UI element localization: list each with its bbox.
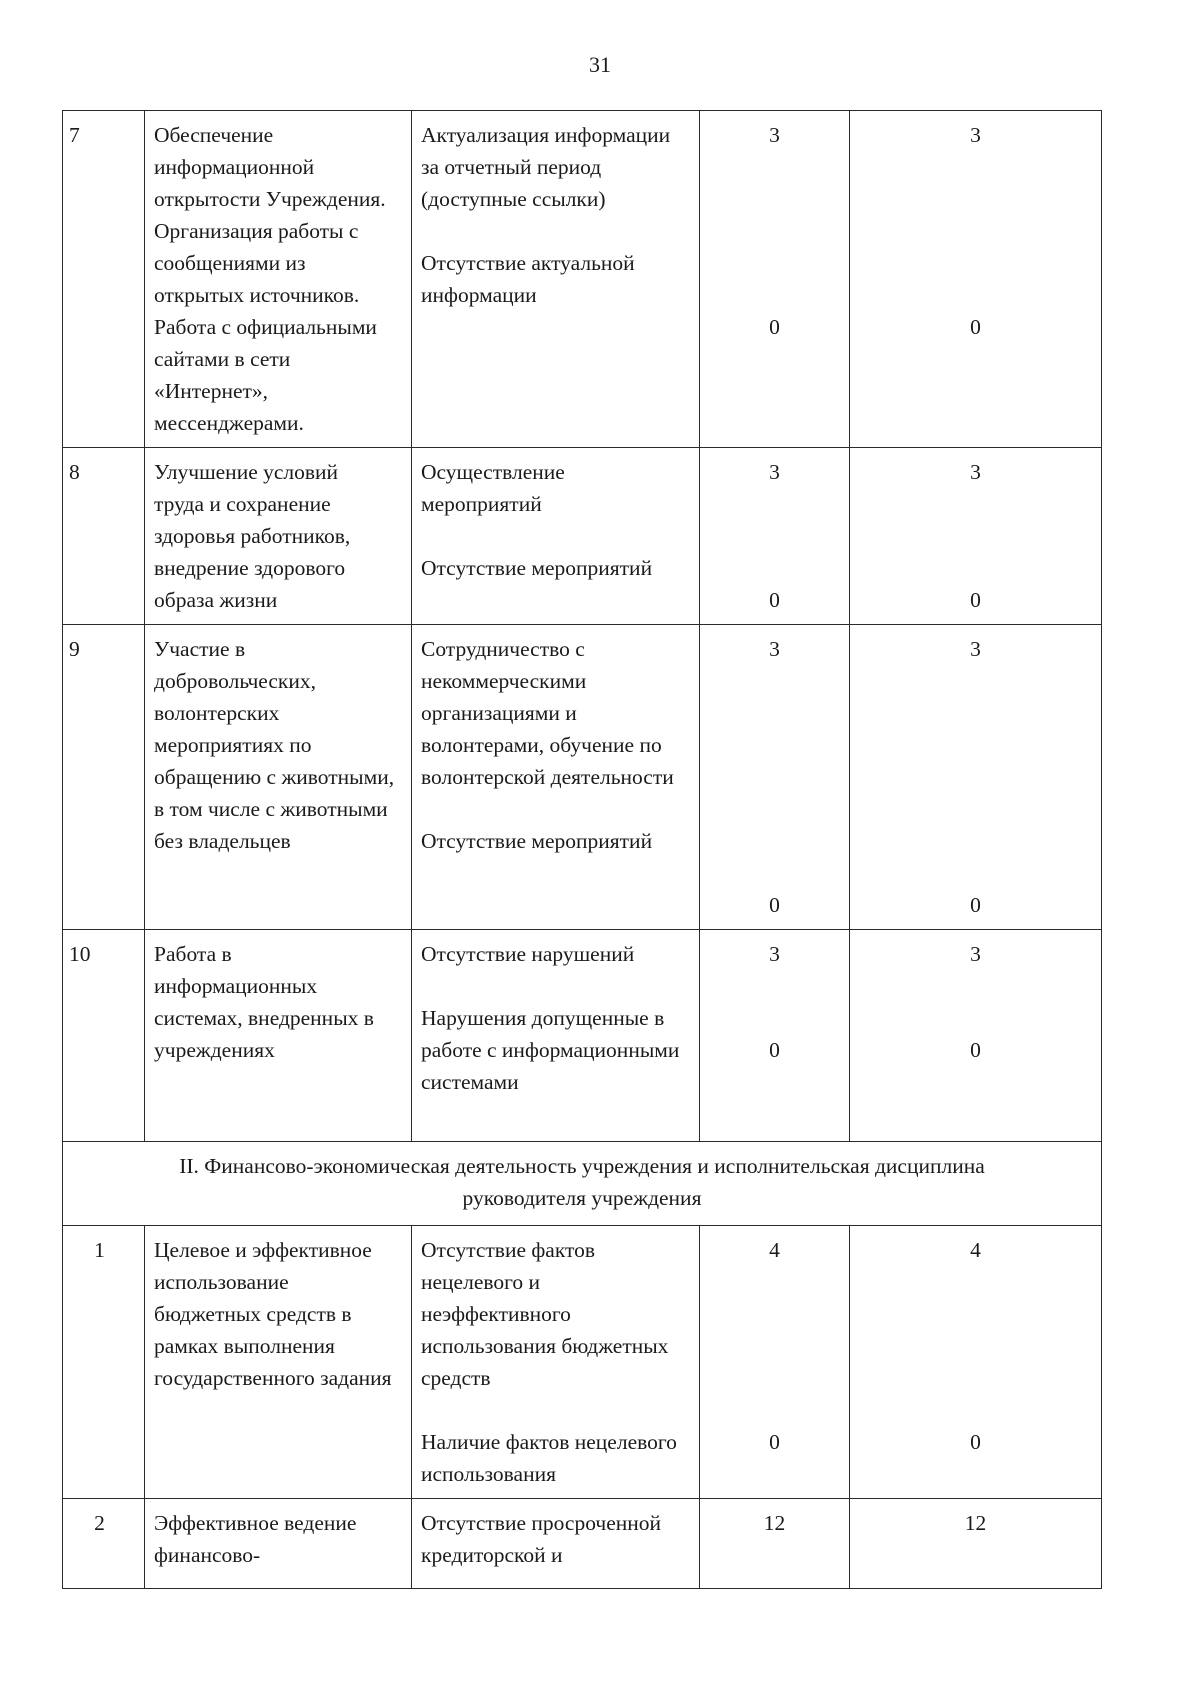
- score-value: 12: [964, 1511, 987, 1535]
- indicator-name-line: образа жизни: [154, 588, 278, 612]
- indicator-name-line: открытых источников.: [154, 283, 360, 307]
- criteria-line: Отсутствие актуальной: [421, 251, 635, 275]
- score-value: 0: [769, 315, 780, 339]
- score-cell: [700, 1226, 850, 1499]
- indicator-name-line: Организация работы с: [154, 219, 359, 243]
- indicator-name-line: сайтами в сети: [154, 347, 291, 371]
- criteria-line: нецелевого и: [421, 1270, 541, 1294]
- indicator-name-line: добровольческих,: [154, 669, 317, 693]
- criteria-cell: [412, 111, 700, 448]
- table-row-10: [63, 930, 1102, 1142]
- criteria-cell: [412, 930, 700, 1142]
- indicator-name-line: «Интернет»,: [154, 379, 269, 403]
- score-value: 3: [970, 460, 981, 484]
- indicator-name-line: здоровья работников,: [154, 524, 351, 548]
- indicator-name-line: открытости Учреждения.: [154, 187, 386, 211]
- criteria-line: мероприятий: [421, 492, 542, 516]
- criteria-line: Отсутствие нарушений: [421, 942, 635, 966]
- criteria-line: Актуализация информации: [421, 123, 671, 147]
- criteria-line: системами: [421, 1070, 519, 1094]
- indicator-name-line: информационной: [154, 155, 315, 179]
- criteria-line: организациями и: [421, 701, 577, 725]
- criteria-line: средств: [421, 1366, 491, 1390]
- indicator-name-cell: [145, 1226, 412, 1499]
- score-cell: [700, 448, 850, 625]
- row-number: 8: [63, 448, 145, 625]
- indicator-name-line: Работа в: [154, 942, 232, 966]
- score-value: 0: [970, 1430, 981, 1454]
- section-header-line: руководителя учреждения: [462, 1186, 702, 1210]
- indicator-name-line: Работа с официальными: [154, 315, 377, 339]
- indicator-name-line: мероприятиях по: [154, 733, 312, 757]
- criteria-line: использования бюджетных: [421, 1334, 669, 1358]
- criteria-line: Отсутствие фактов: [421, 1238, 596, 1262]
- score-value: 3: [769, 460, 780, 484]
- score-value: 0: [970, 588, 981, 612]
- score-value: 0: [769, 588, 780, 612]
- section-header-row: [63, 1142, 1102, 1226]
- indicator-name-line: Улучшение условий: [154, 460, 339, 484]
- section-header-line: II. Финансово-экономическая деятельность учреждения и исполнительская дисциплина: [179, 1154, 985, 1178]
- max-score-cell: [850, 1226, 1102, 1499]
- table-row-8: [63, 448, 1102, 625]
- criteria-line: кредиторской и: [421, 1543, 563, 1567]
- table-row-ii-2: [63, 1499, 1102, 1589]
- indicator-name-line: без владельцев: [154, 829, 291, 853]
- indicator-name-line: учреждениях: [154, 1038, 275, 1062]
- row-number: 1: [63, 1226, 145, 1499]
- score-value: 12: [763, 1511, 786, 1535]
- indicator-name-cell: [145, 930, 412, 1142]
- max-score-cell: [850, 625, 1102, 930]
- criteria-line: некоммерческими: [421, 669, 587, 693]
- criteria-line: Отсутствие мероприятий: [421, 556, 653, 580]
- score-value: 4: [970, 1238, 981, 1262]
- score-value: 0: [769, 1038, 780, 1062]
- indicator-name-line: системах, внедренных в: [154, 1006, 374, 1030]
- indicator-name-line: бюджетных средств в: [154, 1302, 352, 1326]
- score-value: 0: [970, 893, 981, 917]
- indicator-name-line: рамках выполнения: [154, 1334, 335, 1358]
- indicator-name-line: Обеспечение: [154, 123, 274, 147]
- score-cell: [700, 111, 850, 448]
- criteria-line: волонтерами, обучение по: [421, 733, 662, 757]
- indicator-name-line: Эффективное ведение: [154, 1511, 357, 1535]
- criteria-line: (доступные ссылки): [421, 187, 606, 211]
- criteria-cell: [412, 1499, 700, 1589]
- indicator-name-line: мессенджерами.: [154, 411, 304, 435]
- criteria-table: [62, 110, 1102, 1589]
- score-cell: [700, 625, 850, 930]
- indicator-name-line: сообщениями из: [154, 251, 306, 275]
- criteria-line: Отсутствие мероприятий: [421, 829, 653, 853]
- indicator-name-line: использование: [154, 1270, 289, 1294]
- criteria-line: неэффективного: [421, 1302, 571, 1326]
- indicator-name-cell: [145, 448, 412, 625]
- indicator-name-line: государственного задания: [154, 1366, 392, 1390]
- criteria-line: работе с информационными: [421, 1038, 680, 1062]
- criteria-cell: [412, 1226, 700, 1499]
- page-number: 31: [589, 52, 611, 77]
- max-score-cell: [850, 111, 1102, 448]
- criteria-cell: [412, 448, 700, 625]
- criteria-line: Сотрудничество с: [421, 637, 585, 661]
- row-number: 9: [63, 625, 145, 930]
- indicator-name-line: внедрение здорового: [154, 556, 346, 580]
- row-number: 2: [63, 1499, 145, 1589]
- criteria-cell: [412, 625, 700, 930]
- criteria-line: Осуществление: [421, 460, 565, 484]
- row-number: 10: [63, 930, 145, 1142]
- indicator-name-cell: [145, 1499, 412, 1589]
- row-number: 7: [63, 111, 145, 448]
- indicator-name-cell: [145, 625, 412, 930]
- indicator-name-line: волонтерских: [154, 701, 280, 725]
- score-value: 3: [970, 637, 981, 661]
- criteria-line: Нарушения допущенные в: [421, 1006, 665, 1030]
- criteria-line: использования: [421, 1462, 556, 1486]
- score-value: 0: [970, 1038, 981, 1062]
- criteria-line: за отчетный период: [421, 155, 602, 179]
- score-value: 3: [769, 942, 780, 966]
- score-value: 0: [769, 893, 780, 917]
- indicator-name-line: обращению с животными,: [154, 765, 395, 789]
- indicator-name-line: финансово-: [154, 1543, 261, 1567]
- score-value: 0: [769, 1430, 780, 1454]
- score-value: 0: [970, 315, 981, 339]
- indicator-name-line: Целевое и эффективное: [154, 1238, 372, 1262]
- indicator-name-line: Участие в: [154, 637, 246, 661]
- table-row-7: [63, 111, 1102, 448]
- max-score-cell: [850, 930, 1102, 1142]
- criteria-line: Наличие фактов нецелевого: [421, 1430, 677, 1454]
- score-value: 3: [970, 942, 981, 966]
- indicator-name-cell: [145, 111, 412, 448]
- criteria-line: волонтерской деятельности: [421, 765, 674, 789]
- score-value: 3: [769, 637, 780, 661]
- section-header: [63, 1142, 1102, 1226]
- indicator-name-line: труда и сохранение: [154, 492, 331, 516]
- max-score-cell: [850, 448, 1102, 625]
- criteria-line: информации: [421, 283, 537, 307]
- indicator-name-line: в том числе с животными: [154, 797, 388, 821]
- criteria-line: Отсутствие просроченной: [421, 1511, 662, 1535]
- score-value: 3: [970, 123, 981, 147]
- table-row-ii-1: [63, 1226, 1102, 1499]
- score-value: 3: [769, 123, 780, 147]
- indicator-name-line: информационных: [154, 974, 318, 998]
- score-value: 4: [769, 1238, 780, 1262]
- score-cell: [700, 930, 850, 1142]
- table-row-9: [63, 625, 1102, 930]
- max-score-cell: [850, 1499, 1102, 1589]
- score-cell: [700, 1499, 850, 1589]
